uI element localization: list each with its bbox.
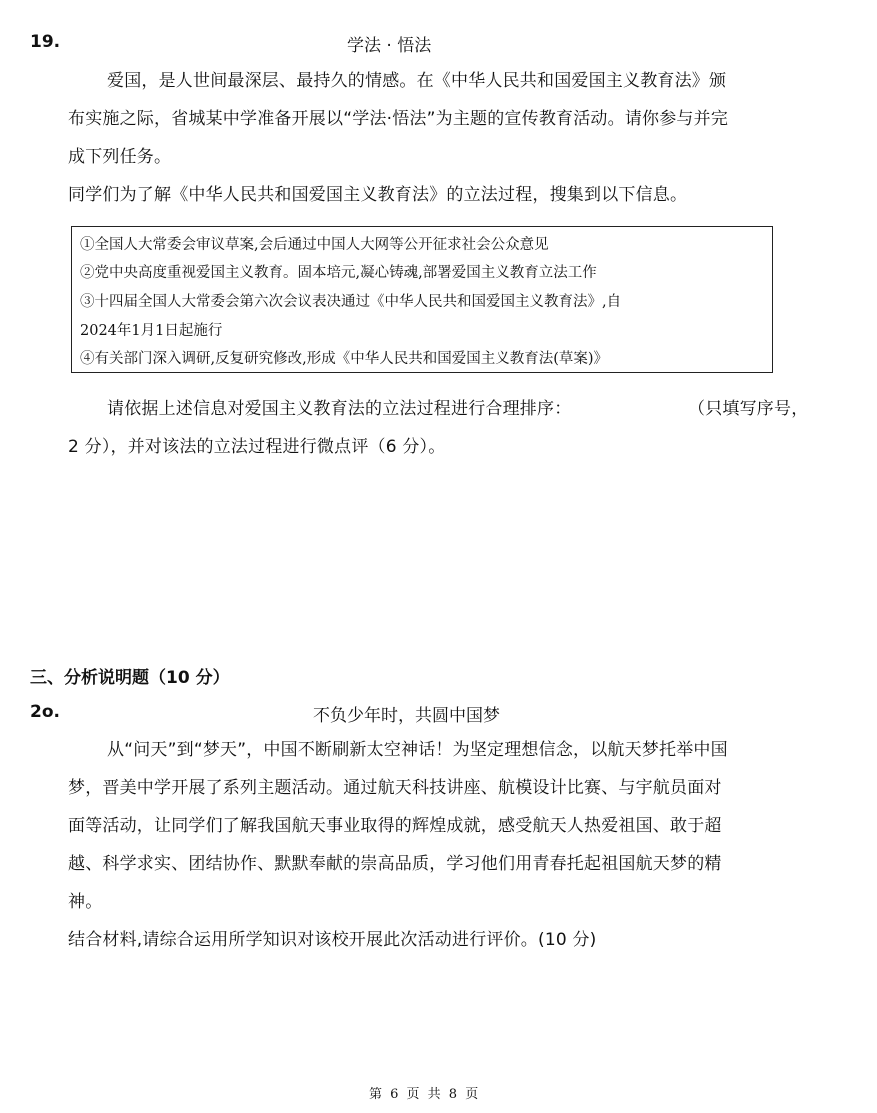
q19-number: 19. (30, 32, 61, 52)
info-item-4: ④有关部门深入调研,反复研究修改,形成《中华人民共和国爱国主义教育法(草案)》 (80, 351, 609, 367)
q19-intro-line: 布实施之际，省城某中学准备开展以“学法·悟法”为主题的宣传教育活动。请你参与并完 (68, 109, 729, 129)
q19-intro-line: 爱国，是人世间最深层、最持久的情感。在《中华人民共和国爱国主义教育法》颁 (107, 71, 727, 91)
q19-title: 学法 · 悟法 (347, 36, 432, 56)
q19-prompt: 同学们为了解《中华人民共和国爱国主义教育法》的立法过程，搜集到以下信息。 (68, 185, 688, 205)
info-item-2: ②党中央高度重视爱国主义教育。固本培元,凝心铸魂,部署爱国主义教育立法工作 (80, 265, 597, 281)
q20-body-line: 梦，晋美中学开展了系列主题活动。通过航天科技讲座、航模设计比赛、与宇航员面对 (68, 778, 722, 798)
q19-info-box (71, 226, 773, 373)
q20-body-line: 面等活动，让同学们了解我国航天事业取得的辉煌成就，感受航天人热爱祖国、敢于超 (68, 816, 722, 836)
q20-body-line: 越、科学求实、团结协作、默默奉献的崇高品质，学习他们用青春托起祖国航天梦的精 (68, 854, 722, 874)
q19-task-line1: 请依据上述信息对爱国主义教育法的立法过程进行合理排序： (107, 399, 572, 419)
page-footer: 第 6 页 共 8 页 (369, 1087, 481, 1102)
q19-task-line2: 2 分），并对该法的立法过程进行微点评（6 分）。 (68, 437, 446, 457)
section-3-title: 三、分析说明题（10 分） (30, 668, 230, 688)
q19-intro-line: 成下列任务。 (68, 147, 172, 167)
q19-task-line1-suffix: （只填写序号， (688, 399, 809, 419)
q20-prompt: 结合材料,请综合运用所学知识对该校开展此次活动进行评价。(10 分) (68, 930, 597, 950)
q20-body-line: 神。 (68, 892, 103, 912)
info-item-3: ③十四届全国人大常委会第六次会议表决通过《中华人民共和国爱国主义教育法》,自 (80, 294, 622, 310)
q20-body-line: 从“问天”到“梦天”，中国不断刷新太空神话！为坚定理想信念，以航天梦托举中国 (107, 740, 728, 760)
info-item-3-cont: 2024年1月1日起施行 (80, 323, 223, 339)
q20-number: 2o. (30, 702, 60, 722)
q20-title: 不负少年时，共圆中国梦 (313, 706, 500, 726)
info-item-1: ①全国人大常委会审议草案,会后通过中国人大网等公开征求社会公众意见 (80, 237, 549, 253)
